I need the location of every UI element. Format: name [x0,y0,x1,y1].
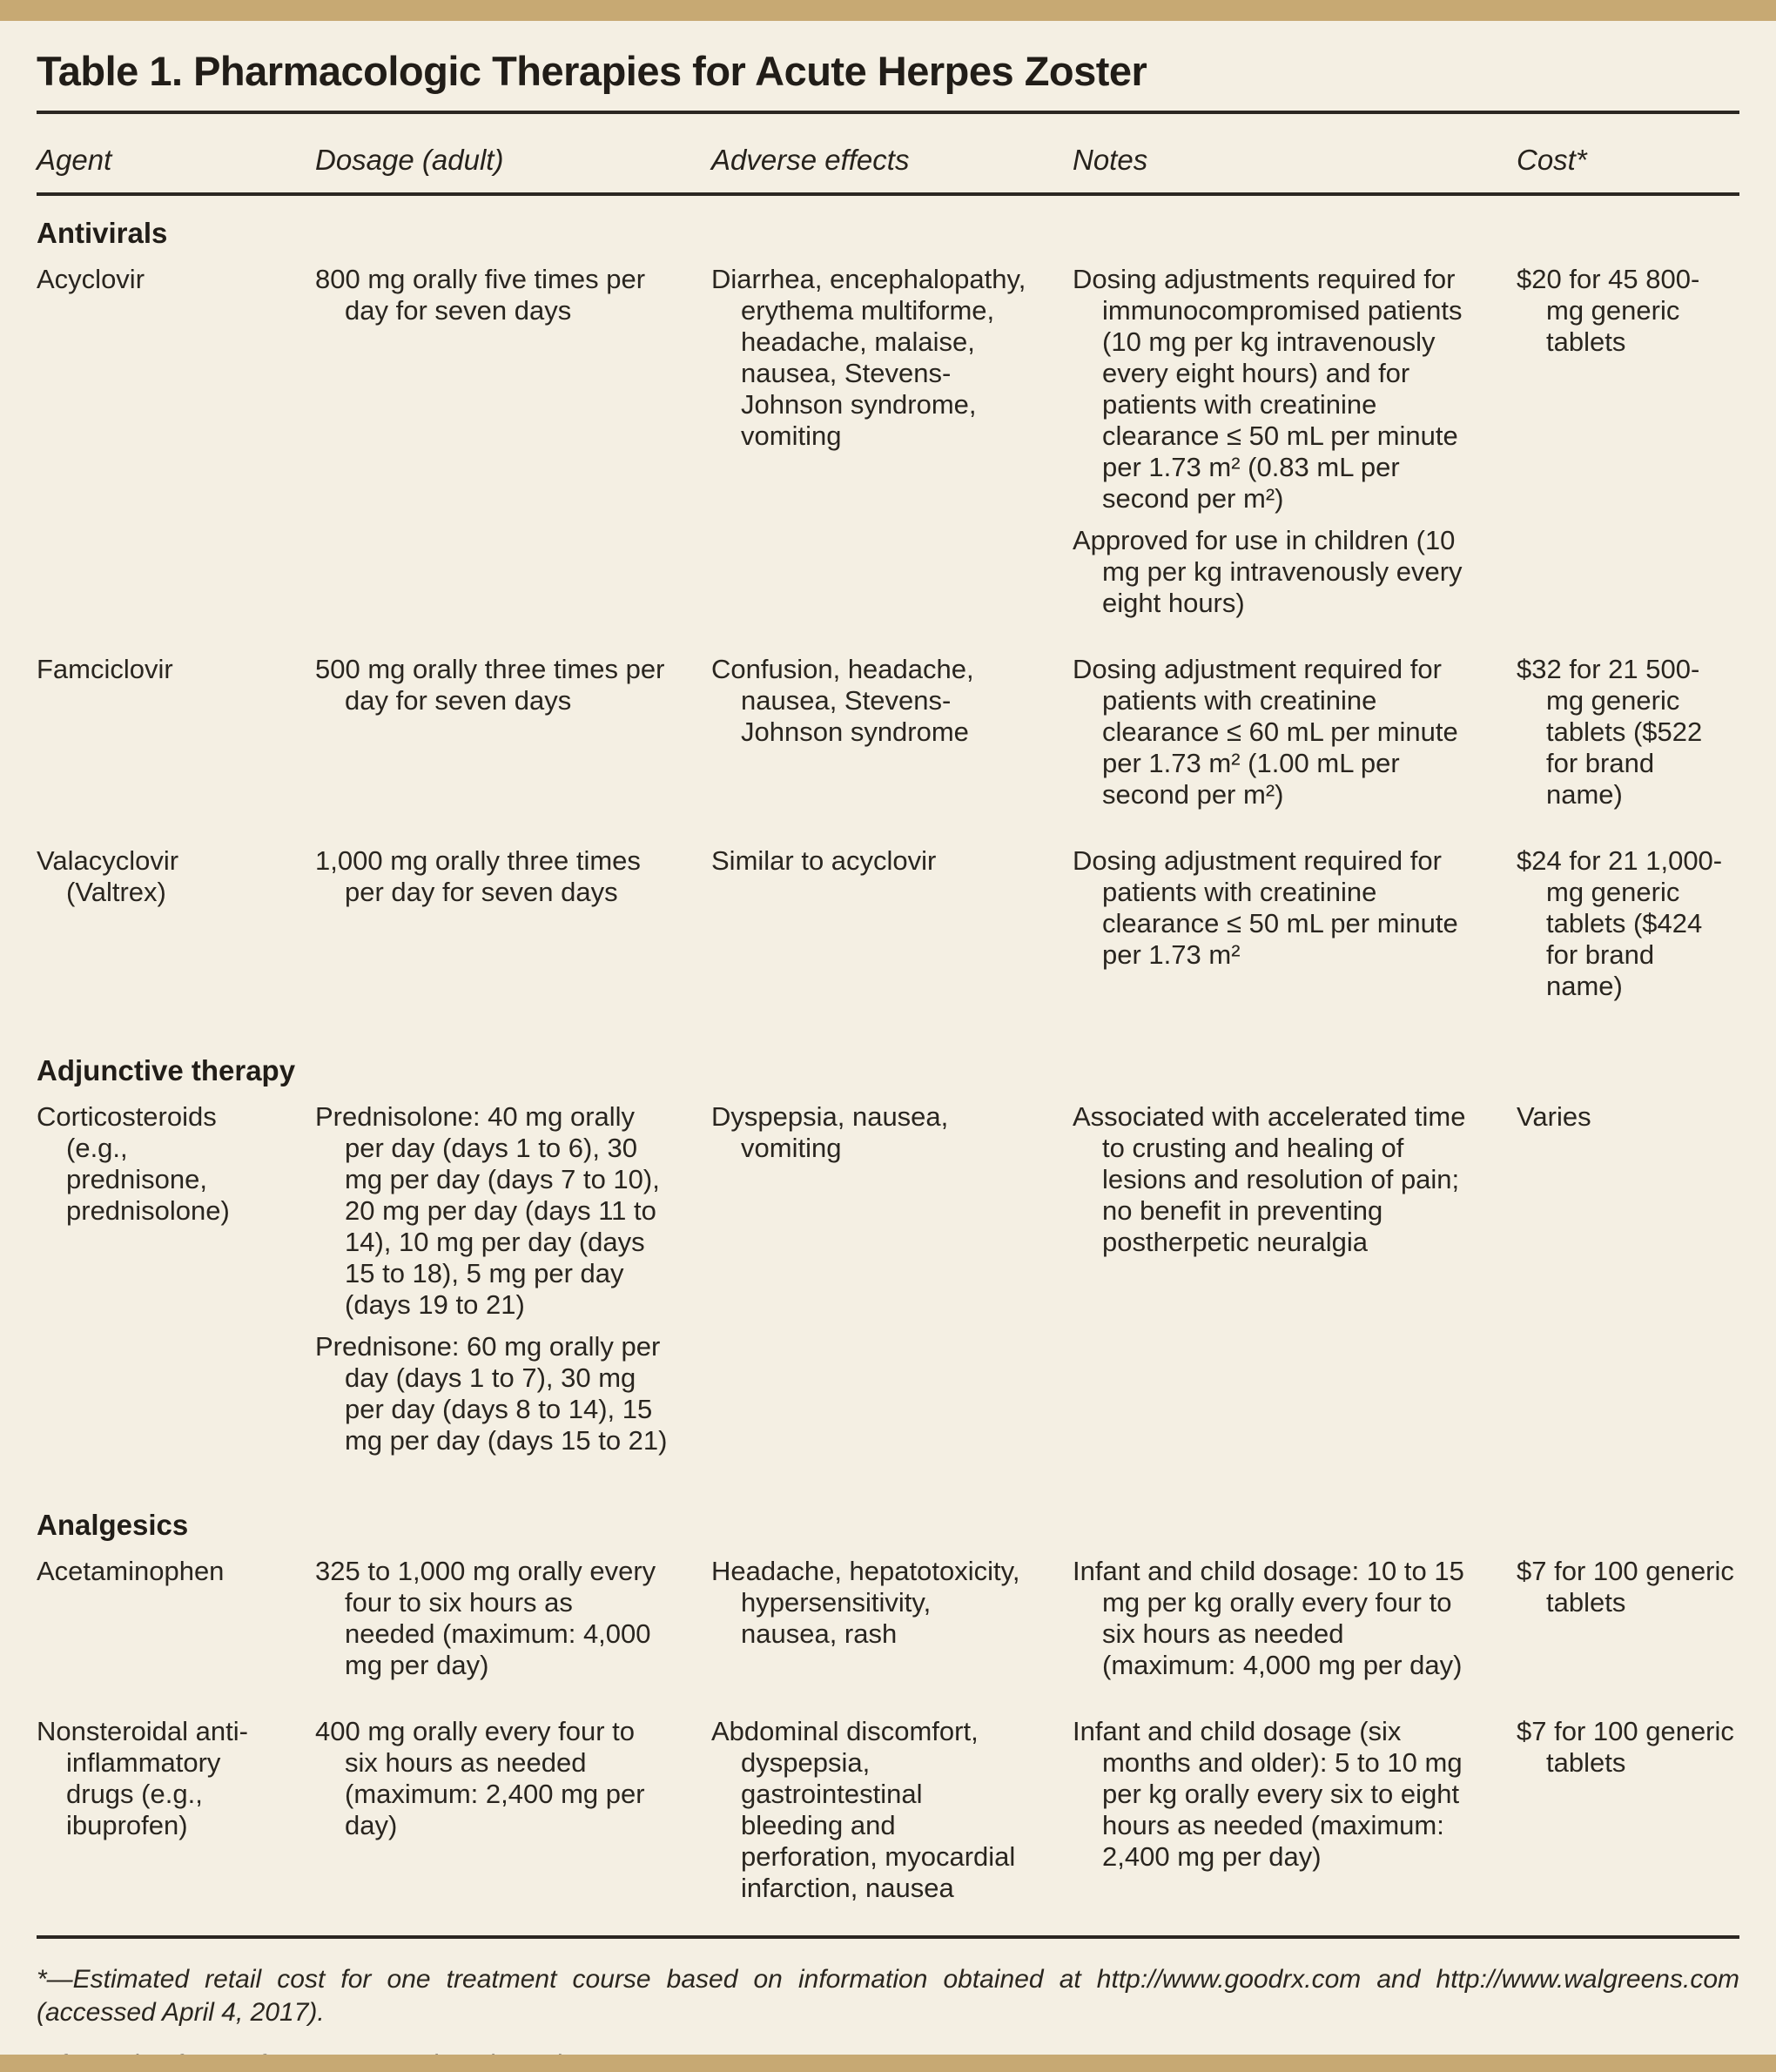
dosage-text: Prednisolone: 40 mg orally per day (days 1 to 6), 30 mg per day (days 7 to 10), 20 mg per day (days 11 to 14), 10 mg per day (days 15 to 18), 5 mg per day (days 19 to 21) [315,1100,660,1320]
column-header-agent: Agent [37,114,315,196]
cell-notes [1073,260,1517,650]
dosage-text: 325 to 1,000 mg orally every four to six hours as needed (maximum: 4,000 mg per day) [315,1555,656,1680]
top-accent-bar [0,0,1776,21]
agent-text: Corticosteroids (e.g., prednisone, prednisolone) [37,1100,230,1226]
cost-text: $7 for 100 generic tablets [1517,1715,1734,1778]
cell-dosage [315,260,711,650]
cell-adverse [711,260,1073,650]
adverse-text: Dyspepsia, nausea, vomiting [711,1100,949,1163]
bottom-accent-bar [0,2055,1776,2072]
adverse-text: Abdominal discomfort, dyspepsia, gastrointestinal bleeding and perforation, myocardial infarction, nausea [711,1715,1016,1903]
cost-text: $20 for 45 800-mg generic tablets [1517,263,1700,357]
adverse-text: Headache, hepatotoxicity, hypersensitivity, nausea, rash [711,1555,1020,1649]
column-header-notes: Notes [1073,114,1517,196]
cell-adverse [711,1552,1073,1712]
cell-notes [1073,1552,1517,1712]
dosage-text: Prednisone: 60 mg orally per day (days 1 to 7), 30 mg per day (days 8 to 14), 15 mg per day (days 15 to 21) [315,1330,668,1456]
cost-text: $7 for 100 generic tablets [1517,1555,1734,1618]
cell-cost [1517,260,1739,650]
cell-notes [1073,842,1517,1033]
adverse-text: Similar to acyclovir [711,844,937,876]
cell-cost [1517,650,1739,842]
cell-notes [1073,1098,1517,1488]
cell-adverse [711,650,1073,842]
cost-text: $32 for 21 500-mg generic tablets ($522 for brand name) [1517,653,1703,810]
cell-cost [1517,842,1739,1033]
cell-agent [37,260,315,650]
section-heading-adjunctive-therapy: Adjunctive therapy [37,1053,296,1086]
notes-text: Infant and child dosage: 10 to 15 mg per kg orally every four to six hours as needed (maximum: 4,000 mg per day) [1073,1555,1464,1680]
cell-notes [1073,650,1517,842]
notes-text: Dosing adjustment required for patients with creatinine clearance ≤ 50 mL per minute per 1.73 m² [1073,844,1458,970]
agent-text: Acyclovir [37,263,145,294]
cell-adverse [711,842,1073,1033]
cell-agent [37,842,315,1033]
column-header-adverse: Adverse effects [711,114,1073,196]
agent-text: Acetaminophen [37,1555,225,1586]
rule-above-footnotes [37,1935,1739,1939]
dosage-text: 800 mg orally five times per day for seven days [315,263,646,326]
notes-text: Approved for use in children (10 mg per kg intravenously every eight hours) [1073,524,1463,618]
agent-text: Nonsteroidal anti-inflammatory drugs (e.g., ibuprofen) [37,1715,248,1840]
cell-dosage [315,842,711,1033]
cell-dosage [315,1552,711,1712]
dosage-text: 1,000 mg orally three times per day for seven days [315,844,641,907]
column-header-dosage: Dosage (adult) [315,114,711,196]
cell-cost [1517,1712,1739,1935]
notes-text: Dosing adjustment required for patients with creatinine clearance ≤ 60 mL per minute per 1.73 m² (1.00 mL per second per m²) [1073,653,1458,810]
cell-notes [1073,1712,1517,1935]
section-heading-antivirals: Antivirals [37,216,168,249]
adverse-text: Confusion, headache, nausea, Stevens-Johnson syndrome [711,653,974,747]
adverse-text: Diarrhea, encephalopathy, erythema multiforme, headache, malaise, nausea, Stevens-Johnson syndrome, vomiting [711,263,1026,451]
notes-text: Associated with accelerated time to crusting and healing of lesions and resolution of pain; no benefit in preventing postherpetic neuralgia [1073,1100,1466,1257]
notes-text: Dosing adjustments required for immunocompromised patients (10 mg per kg intravenously every eight hours) and for patients with creatinine clearance ≤ 50 mL per minute per 1.73 m² (0.83 mL per second per m²) [1073,263,1463,514]
cell-agent [37,1098,315,1488]
section-heading-analgesics: Analgesics [37,1508,189,1541]
dosage-text: 500 mg orally three times per day for seven days [315,653,665,716]
cost-text: Varies [1517,1100,1591,1132]
notes-text: Infant and child dosage (six months and older): 5 to 10 mg per kg orally every six to eight hours as needed (maximum: 2,400 mg per day) [1073,1715,1463,1872]
cell-agent [37,650,315,842]
cost-text: $24 for 21 1,000-mg generic tablets ($424 for brand name) [1517,844,1723,1001]
cell-adverse [711,1098,1073,1488]
cell-cost [1517,1552,1739,1712]
cell-dosage [315,1098,711,1488]
agent-text: Famciclovir [37,653,173,684]
cell-agent [37,1552,315,1712]
column-header-cost: Cost* [1517,114,1739,196]
footnote-cost-source: *—Estimated retail cost for one treatment course based on information obtained at http://www.goodrx.com and http://www.walgreens.com (accessed April 4, 2017). [37,1964,1739,2027]
cell-adverse [711,1712,1073,1935]
cell-dosage [315,650,711,842]
agent-text: Valacyclovir (Valtrex) [37,844,179,907]
cell-cost [1517,1098,1739,1488]
therapies-table [37,114,1739,1935]
cell-agent [37,1712,315,1935]
table-title: Table 1. Pharmacologic Therapies for Acute Herpes Zoster [37,48,1147,94]
cell-dosage [315,1712,711,1935]
dosage-text: 400 mg orally every four to six hours as needed (maximum: 2,400 mg per day) [315,1715,645,1840]
